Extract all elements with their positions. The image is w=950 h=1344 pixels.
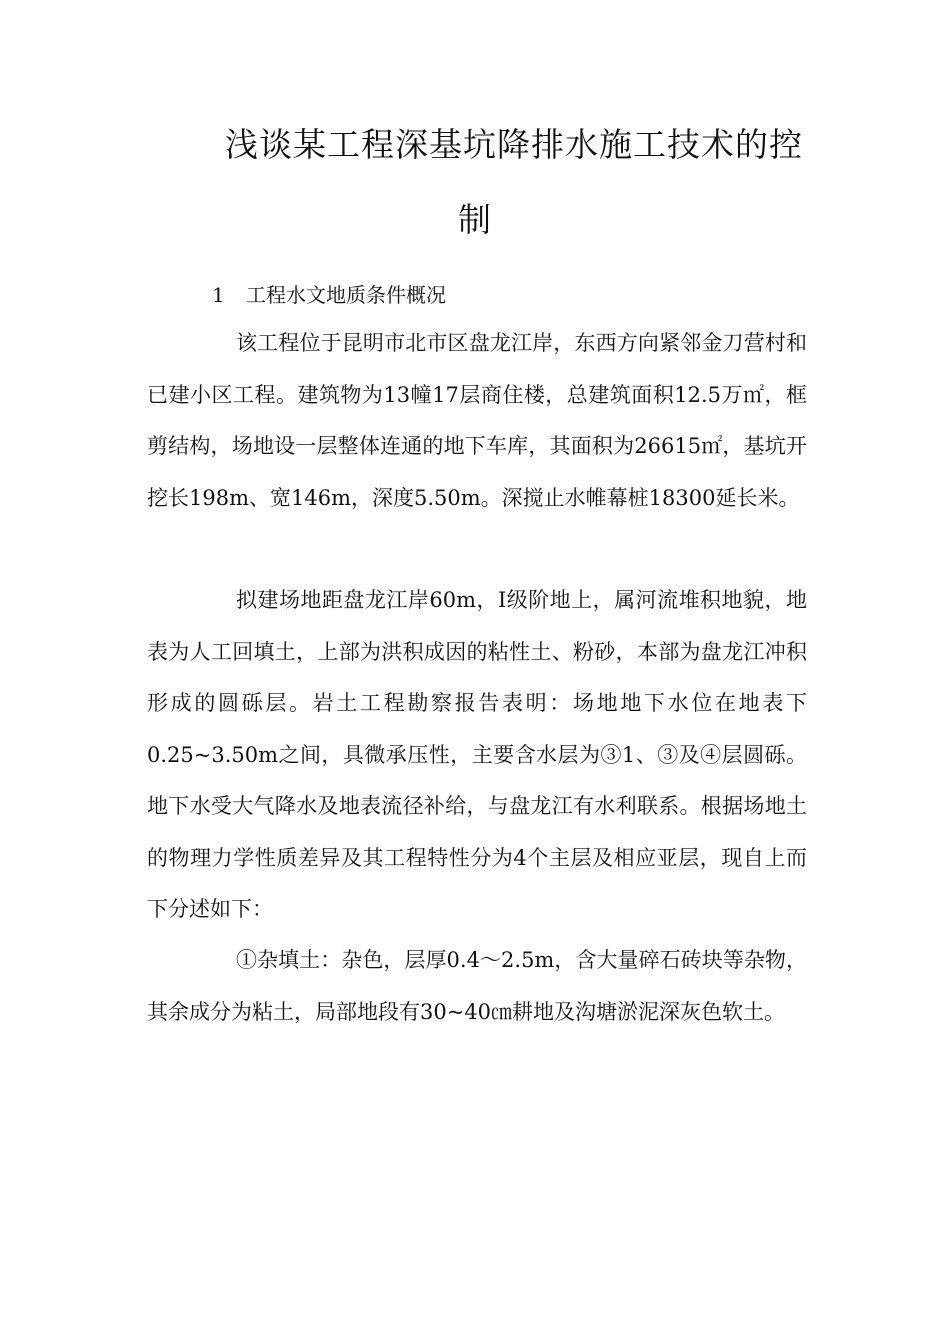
- document-title-line-2: 制: [458, 200, 492, 239]
- paragraph-project-location: 该工程位于昆明市北市区盘龙江岸，东西方向紧邻金刀营村和已建小区工程。建筑物为13幢17层商住楼，总建筑面积12.5万㎡，框剪结构，场地设一层整体连通的地下车库，其面积为26615㎡，基坑开挖长198m、宽146m，深度5.50m。深搅止水帷幕桩18300延长米。: [147, 331, 807, 510]
- document-title-line-1: 浅谈某工程深基坑降排水施工技术的控: [225, 125, 803, 164]
- paragraph-fill-soil-layer: ①杂填土：杂色，层厚0.4～2.5m，含大量碎石砖块等杂物，其余成分为粘土，局部地段有30~40㎝耕地及沟塘淤泥深灰色软土。: [147, 948, 807, 1024]
- section-heading: [212, 281, 446, 309]
- paragraph-site-geology: 拟建场地距盘龙江岸60m，Ⅰ级阶地上，属河流堆积地貌，地表为人工回填土，上部为洪积成因的粘性土、粉砂，本部为盘龙江冲积形成的圆砾层。岩土工程勘察报告表明：场地地下水位在地表下0.25~3.50m之间，具微承压性，主要含水层为③1、③及④层圆砾。地下水受大气降水及地表流径补给，与盘龙江有水利联系。根据场地土的物理力学性质差异及其工程特性分为4个主层及相应亚层，现自上而下分述如下：: [147, 588, 807, 921]
- section-number: 1: [212, 283, 225, 307]
- section-title: 工程水文地质条件概况: [246, 283, 446, 307]
